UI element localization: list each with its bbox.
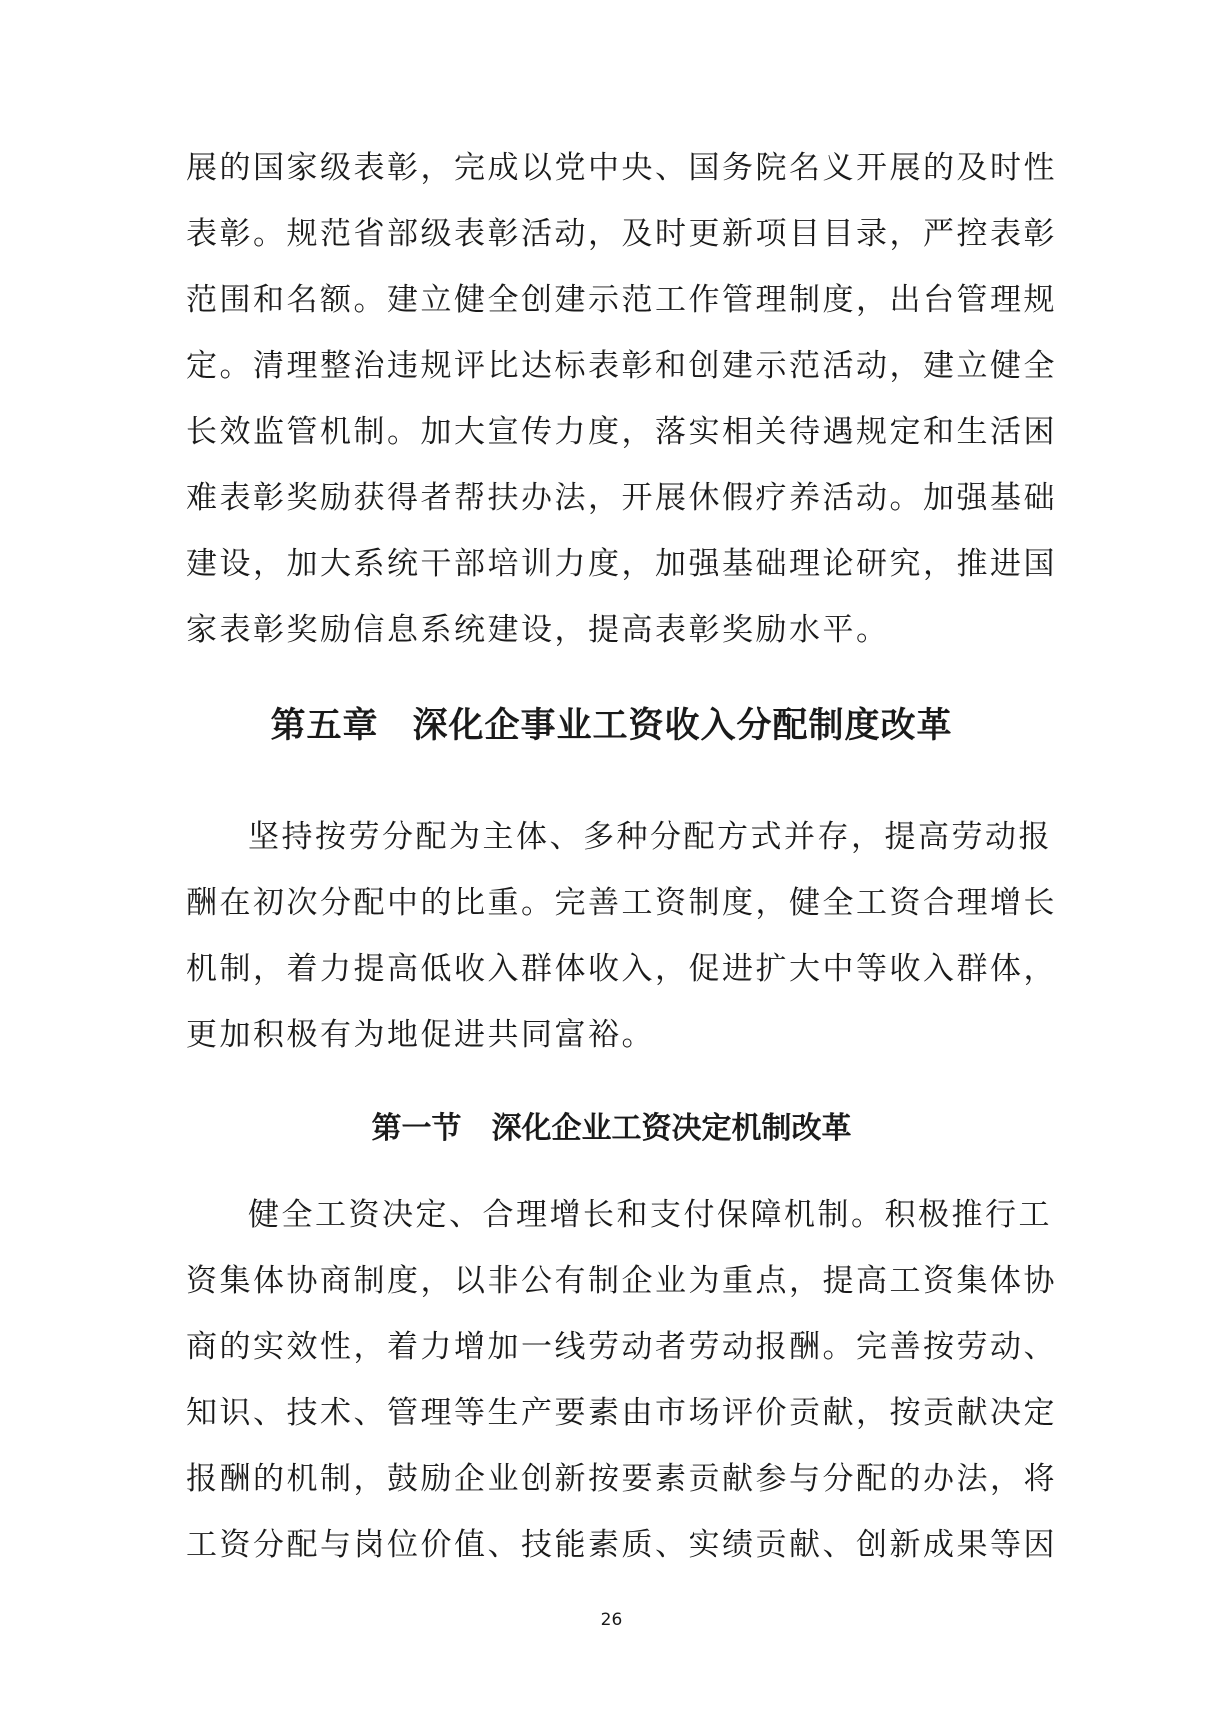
paragraph-2 [186, 804, 1057, 1068]
paragraph-line: 知识、技术、管理等生产要素由市场评价贡献，按贡献决定 [186, 1395, 1057, 1431]
section-title: 深化企业工资决定机制改革 [491, 1111, 852, 1146]
paragraph-line: 报酬的机制，鼓励企业创新按要素贡献参与分配的办法，将 [186, 1461, 1057, 1497]
paragraph-line: 坚持按劳分配为主体、多种分配方式并存，提高劳动报 [248, 819, 1052, 855]
paragraph-1 [186, 135, 1057, 663]
paragraph-line: 长效监管机制。加大宣传力度，落实相关待遇规定和生活困 [186, 414, 1057, 450]
paragraph-line: 建设，加大系统干部培训力度，加强基础理论研究，推进国 [186, 546, 1057, 582]
paragraph-line: 机制，着力提高低收入群体收入，促进扩大中等收入群体， [186, 951, 1057, 987]
chapter-number: 第五章 [270, 706, 379, 746]
chapter-heading [0, 698, 1223, 748]
paragraph-3 [186, 1182, 1057, 1578]
section-number: 第一节 [371, 1111, 462, 1146]
paragraph-line: 健全工资决定、合理增长和支付保障机制。积极推行工 [248, 1197, 1052, 1233]
paragraph-line: 家表彰奖励信息系统建设，提高表彰奖励水平。 [186, 612, 890, 648]
paragraph-line: 展的国家级表彰，完成以党中央、国务院名义开展的及时性 [186, 150, 1057, 186]
chapter-title: 深化企事业工资收入分配制度改革 [412, 706, 953, 746]
paragraph-line: 定。清理整治违规评比达标表彰和创建示范活动，建立健全 [186, 348, 1057, 384]
section-heading [0, 1103, 1223, 1147]
paragraph-line: 难表彰奖励获得者帮扶办法，开展休假疗养活动。加强基础 [186, 480, 1057, 516]
paragraph-line: 范围和名额。建立健全创建示范工作管理制度，出台管理规 [186, 282, 1057, 318]
paragraph-line: 更加积极有为地促进共同富裕。 [186, 1017, 655, 1053]
paragraph-line: 表彰。规范省部级表彰活动，及时更新项目目录，严控表彰 [186, 216, 1057, 252]
paragraph-line: 工资分配与岗位价值、技能素质、实绩贡献、创新成果等因 [186, 1527, 1057, 1563]
paragraph-line: 商的实效性，着力增加一线劳动者劳动报酬。完善按劳动、 [186, 1329, 1057, 1365]
paragraph-line: 资集体协商制度，以非公有制企业为重点，提高工资集体协 [186, 1263, 1057, 1299]
paragraph-line: 酬在初次分配中的比重。完善工资制度，健全工资合理增长 [186, 885, 1057, 921]
page-number: 26 [600, 1610, 623, 1630]
